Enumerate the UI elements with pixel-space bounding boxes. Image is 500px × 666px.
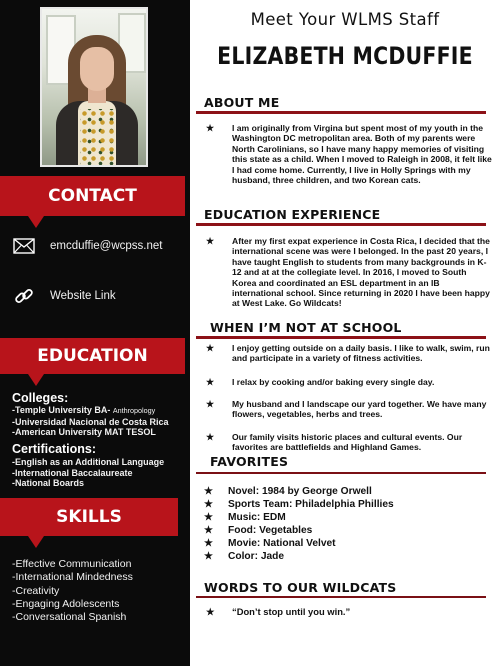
not-at-school-title: WHEN I’M NOT AT SCHOOL bbox=[210, 320, 402, 335]
star-icon: ★ bbox=[206, 606, 215, 617]
star-icon: ★ bbox=[206, 123, 215, 133]
star-icon: ★ bbox=[204, 486, 213, 497]
staff-name: ELIZABETH MCDUFFIE bbox=[217, 42, 473, 70]
star-icon: ★ bbox=[204, 525, 213, 536]
education-experience-paragraph bbox=[206, 236, 492, 309]
quote-text: “Don’t stop until you win.” bbox=[232, 606, 351, 617]
not-at-school-rule bbox=[196, 336, 486, 339]
certification-item: -National Boards bbox=[12, 478, 85, 489]
favorite-item: ★ Music: EDM bbox=[204, 512, 286, 523]
star-icon: ★ bbox=[204, 551, 213, 562]
certification-item: -English as an Additional Language bbox=[12, 457, 165, 467]
star-icon: ★ bbox=[206, 432, 215, 442]
skill-item: -International Mindedness bbox=[12, 571, 133, 584]
email-row[interactable] bbox=[12, 237, 162, 255]
contact-banner bbox=[0, 176, 185, 216]
about-rule bbox=[196, 111, 486, 114]
skill-item: -Effective Communication bbox=[12, 558, 132, 570]
favorite-item: ★ Color: Jade bbox=[204, 551, 285, 562]
about-paragraph bbox=[206, 123, 492, 185]
favorite-item: ★ Movie: National Velvet bbox=[204, 538, 336, 549]
star-icon: ★ bbox=[206, 343, 215, 353]
contact-title: CONTACT bbox=[48, 186, 137, 206]
skill-item: -Conversational Spanish bbox=[12, 611, 127, 624]
website-link-row[interactable] bbox=[12, 287, 116, 305]
certification-item: -International Baccalaureate bbox=[12, 467, 133, 478]
star-icon: ★ bbox=[204, 512, 213, 523]
favorite-item: ★ Sports Team: Philadelphia Phillies bbox=[204, 499, 394, 510]
education-experience-title: EDUCATION EXPERIENCE bbox=[204, 207, 381, 222]
star-icon: ★ bbox=[204, 499, 213, 510]
chain-link-icon bbox=[12, 287, 36, 305]
skills-title: SKILLS bbox=[56, 507, 122, 527]
about-text: I am originally from Virgina but spent most of my youth in the Washington DC metropolitan area. Both of my parents were North Carolinians, so I have many happy memories of visiting this state as a child. When I moved to Raleigh in 2008, it felt like I had come home. Currently, I live in Holly Springs with my husband, three children, and two Korean cats. bbox=[232, 123, 492, 186]
certifications-heading: Certifications: bbox=[12, 442, 97, 456]
favorite-item: ★ Food: Vegetables bbox=[204, 525, 313, 536]
profile-photo bbox=[40, 7, 148, 167]
hobby-item: ★ I relax by cooking and/or baking every single day. bbox=[206, 377, 435, 387]
main-content bbox=[190, 0, 500, 666]
star-icon: ★ bbox=[204, 538, 213, 549]
hobby-item: ★ My husband and I landscape our yard together. We have many flowers, vegetables, herbs and trees. bbox=[206, 399, 487, 420]
education-banner bbox=[0, 338, 185, 374]
envelope-icon bbox=[12, 237, 36, 255]
college-item: -Temple University BA- Anthropology bbox=[12, 405, 156, 415]
wildcats-quote bbox=[206, 606, 350, 618]
skill-item: -Creativity bbox=[12, 584, 60, 597]
words-rule bbox=[196, 596, 486, 598]
college-item: -Universidad Nacional de Costa Rica bbox=[12, 416, 169, 427]
words-title: WORDS TO OUR WILDCATS bbox=[204, 580, 397, 595]
about-title: ABOUT ME bbox=[204, 95, 280, 110]
star-icon: ★ bbox=[206, 399, 215, 409]
website-link-text[interactable]: Website Link bbox=[50, 290, 116, 302]
skill-item: -Engaging Adolescents bbox=[12, 597, 120, 610]
hobby-item: ★ I enjoy getting outside on a daily basis. I like to walk, swim, run and participate in a variety of fitness activities. bbox=[206, 343, 490, 364]
education-experience-rule bbox=[196, 223, 486, 226]
star-icon: ★ bbox=[206, 236, 215, 246]
favorites-list bbox=[204, 485, 394, 563]
education-title: EDUCATION bbox=[37, 346, 148, 366]
favorite-item: ★ Novel: 1984 by George Orwell bbox=[204, 486, 372, 497]
favorites-rule bbox=[196, 472, 486, 474]
college-item: -American University MAT TESOL bbox=[12, 427, 156, 438]
meet-staff-heading: Meet Your WLMS Staff bbox=[250, 10, 440, 29]
education-experience-text: After my first expat experience in Costa Rica, I decided that the international scene was were I belonged. In the past 20 years, I have taught English to students from many backgrounds in K-12 and at at the collegiate level. In 2016, I moved to South Korea and coordinated an ESL department in an IB international school. Since returning in 2020 I have been happy at West Lake. Go Wildcats! bbox=[232, 236, 490, 309]
skills-list bbox=[12, 558, 133, 624]
favorites-title: FAVORITES bbox=[210, 454, 289, 469]
star-icon: ★ bbox=[206, 377, 215, 387]
skills-banner bbox=[0, 498, 178, 536]
email-text[interactable]: emcduffie@wcpss.net bbox=[50, 240, 163, 252]
hobby-item: ★ Our family visits historic places and cultural events. Our favorites are battlefields and Highland Games. bbox=[206, 432, 463, 453]
colleges-list bbox=[12, 405, 169, 438]
sidebar bbox=[0, 0, 190, 666]
colleges-heading: Colleges: bbox=[12, 391, 69, 405]
certifications-list bbox=[12, 457, 164, 489]
